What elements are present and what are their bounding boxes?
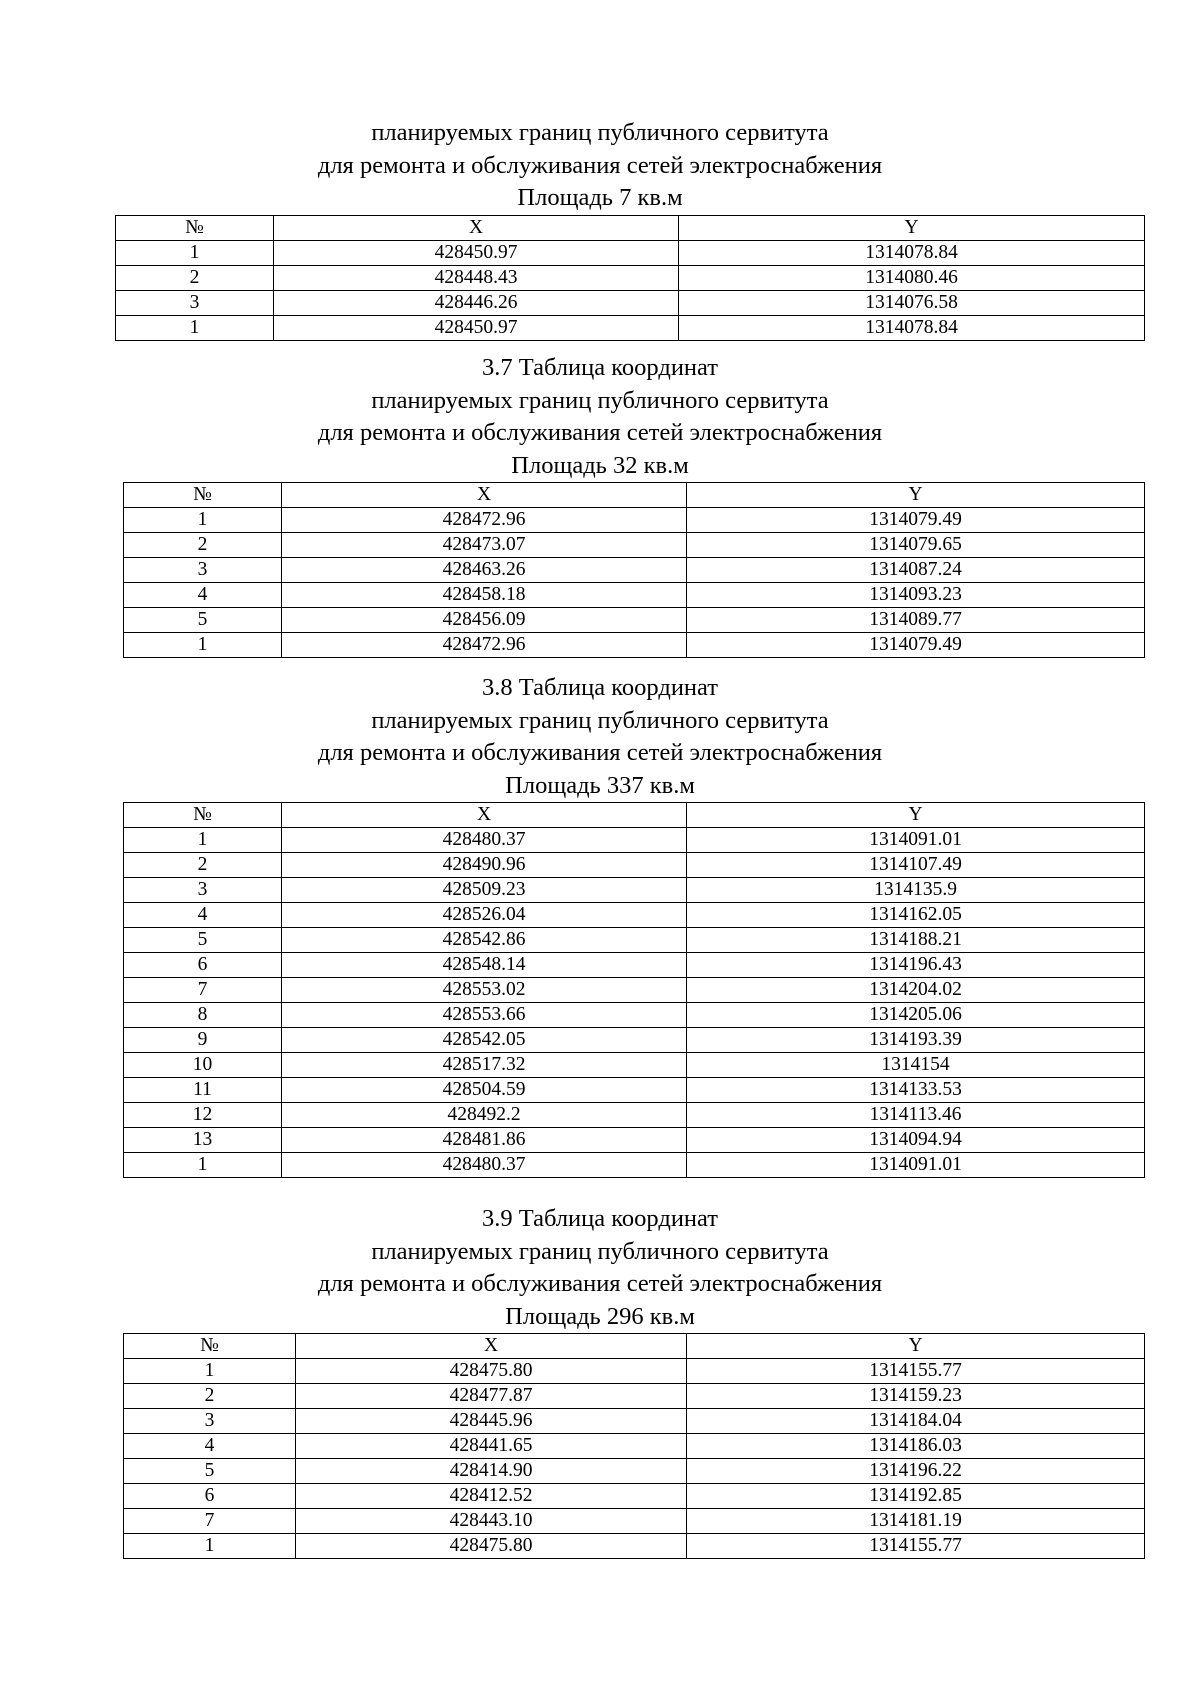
x-coordinate-cell: 428412.52 — [296, 1484, 687, 1509]
section-line: для ремонта и обслуживания сетей электроснабжения — [317, 151, 883, 179]
y-coordinate-cell: 1314135.9 — [687, 878, 1145, 903]
y-coordinate-cell: 1314188.21 — [687, 928, 1145, 953]
y-coordinate-cell: 1314080.46 — [679, 265, 1145, 290]
header-cell-x: X — [274, 215, 679, 240]
x-coordinate-cell: 428463.26 — [282, 558, 687, 583]
point-number-cell: 1 — [124, 1534, 296, 1559]
coord-section-1 — [0, 117, 1200, 341]
section-title: 3.8 Таблица координат — [481, 674, 718, 701]
x-coordinate-cell: 428548.14 — [282, 953, 687, 978]
x-coordinate-cell: 428443.10 — [296, 1509, 687, 1534]
header-cell-number: № — [124, 1334, 296, 1359]
y-coordinate-cell: 1314079.49 — [687, 508, 1145, 533]
header-cell-number: № — [116, 215, 274, 240]
table-row — [124, 1434, 1145, 1459]
header-cell-x: X — [282, 483, 687, 508]
section-area: Площадь 32 кв.м — [511, 451, 689, 479]
table-row — [124, 928, 1145, 953]
point-number-cell: 4 — [124, 1434, 296, 1459]
table-row — [116, 240, 1145, 265]
header-cell-x: X — [296, 1334, 687, 1359]
point-number-cell: 6 — [124, 1484, 296, 1509]
y-coordinate-cell: 1314196.22 — [687, 1459, 1145, 1484]
x-coordinate-cell: 428480.37 — [282, 828, 687, 853]
y-coordinate-cell: 1314091.01 — [687, 1153, 1145, 1178]
y-coordinate-cell: 1314155.77 — [687, 1359, 1145, 1384]
table-row — [124, 633, 1145, 658]
point-number-cell: 2 — [116, 265, 274, 290]
y-coordinate-cell: 1314113.46 — [687, 1103, 1145, 1128]
section-title: 3.9 Таблица координат — [481, 1205, 718, 1232]
table-row — [124, 583, 1145, 608]
point-number-cell: 1 — [124, 633, 282, 658]
table-row — [124, 1359, 1145, 1384]
header-cell-x: X — [282, 803, 687, 828]
point-number-cell: 1 — [124, 508, 282, 533]
y-coordinate-cell: 1314205.06 — [687, 1003, 1145, 1028]
point-number-cell: 6 — [124, 953, 282, 978]
point-number-cell: 1 — [124, 1153, 282, 1178]
section-line: планируемых границ публичного сервитута — [371, 706, 829, 734]
point-number-cell: 1 — [124, 828, 282, 853]
section-line: для ремонта и обслуживания сетей электроснабжения — [317, 1270, 883, 1297]
section-area: Площадь 337 кв.м — [505, 771, 695, 799]
y-coordinate-cell: 1314078.84 — [679, 240, 1145, 265]
x-coordinate-cell: 428472.96 — [282, 633, 687, 658]
y-coordinate-cell: 1314186.03 — [687, 1434, 1145, 1459]
table-header-row — [116, 215, 1145, 240]
x-coordinate-cell: 428509.23 — [282, 878, 687, 903]
coordinates-table — [123, 1333, 1145, 1559]
x-coordinate-cell: 428441.65 — [296, 1434, 687, 1459]
table-row — [124, 608, 1145, 633]
table-row — [124, 1028, 1145, 1053]
table-header-row — [124, 803, 1145, 828]
point-number-cell: 2 — [124, 533, 282, 558]
table-row — [124, 1128, 1145, 1153]
header-cell-y: Y — [687, 483, 1145, 508]
point-number-cell: 9 — [124, 1028, 282, 1053]
x-coordinate-cell: 428450.97 — [274, 240, 679, 265]
x-coordinate-cell: 428445.96 — [296, 1409, 687, 1434]
table-row — [124, 1103, 1145, 1128]
y-coordinate-cell: 1314076.58 — [679, 290, 1145, 315]
table-row — [124, 878, 1145, 903]
point-number-cell: 4 — [124, 903, 282, 928]
y-coordinate-cell: 1314079.65 — [687, 533, 1145, 558]
x-coordinate-cell: 428446.26 — [274, 290, 679, 315]
header-cell-number: № — [124, 483, 282, 508]
point-number-cell: 7 — [124, 978, 282, 1003]
x-coordinate-cell: 428542.05 — [282, 1028, 687, 1053]
section-title: 3.7 Таблица координат — [481, 354, 718, 381]
x-coordinate-cell: 428448.43 — [274, 265, 679, 290]
section-line: планируемых границ публичного сервитута — [371, 119, 829, 146]
table-row — [124, 853, 1145, 878]
header-cell-y: Y — [687, 1334, 1145, 1359]
y-coordinate-cell: 1314162.05 — [687, 903, 1145, 928]
y-coordinate-cell: 1314091.01 — [687, 828, 1145, 853]
x-coordinate-cell: 428481.86 — [282, 1128, 687, 1153]
y-coordinate-cell: 1314087.24 — [687, 558, 1145, 583]
table-row — [124, 1534, 1145, 1559]
x-coordinate-cell: 428490.96 — [282, 853, 687, 878]
table-row — [116, 265, 1145, 290]
table-row — [124, 1409, 1145, 1434]
y-coordinate-cell: 1314193.39 — [687, 1028, 1145, 1053]
y-coordinate-cell: 1314093.23 — [687, 583, 1145, 608]
x-coordinate-cell: 428553.66 — [282, 1003, 687, 1028]
table-row — [124, 1078, 1145, 1103]
y-coordinate-cell: 1314196.43 — [687, 953, 1145, 978]
point-number-cell: 2 — [124, 853, 282, 878]
x-coordinate-cell: 428475.80 — [296, 1359, 687, 1384]
point-number-cell: 2 — [124, 1384, 296, 1409]
table-row — [124, 1484, 1145, 1509]
table-row — [124, 508, 1145, 533]
section-area: Площадь 7 кв.м — [517, 184, 683, 211]
table-row — [124, 953, 1145, 978]
header-cell-y: Y — [687, 803, 1145, 828]
point-number-cell: 5 — [124, 608, 282, 633]
y-coordinate-cell: 1314094.94 — [687, 1128, 1145, 1153]
header-cell-number: № — [124, 803, 282, 828]
header-cell-y: Y — [679, 215, 1145, 240]
point-number-cell: 3 — [124, 1409, 296, 1434]
table-row — [124, 533, 1145, 558]
x-coordinate-cell: 428475.80 — [296, 1534, 687, 1559]
table-row — [116, 315, 1145, 340]
section-line: для ремонта и обслуживания сетей электроснабжения — [317, 419, 883, 446]
section-area: Площадь 296 кв.м — [505, 1302, 695, 1330]
table-row — [124, 978, 1145, 1003]
table-row — [124, 1509, 1145, 1534]
point-number-cell: 3 — [124, 878, 282, 903]
x-coordinate-cell: 428526.04 — [282, 903, 687, 928]
table-header-row — [124, 483, 1145, 508]
y-coordinate-cell: 1314078.84 — [679, 315, 1145, 340]
table-row — [124, 558, 1145, 583]
point-number-cell: 13 — [124, 1128, 282, 1153]
table-row — [124, 903, 1145, 928]
y-coordinate-cell: 1314079.49 — [687, 633, 1145, 658]
point-number-cell: 8 — [124, 1003, 282, 1028]
coordinates-table — [115, 215, 1145, 341]
point-number-cell: 10 — [124, 1053, 282, 1078]
y-coordinate-cell: 1314159.23 — [687, 1384, 1145, 1409]
table-row — [124, 1459, 1145, 1484]
y-coordinate-cell: 1314204.02 — [687, 978, 1145, 1003]
section-line: планируемых границ публичного сервитута — [371, 386, 829, 414]
table-header-row — [124, 1334, 1145, 1359]
point-number-cell: 5 — [124, 928, 282, 953]
point-number-cell: 5 — [124, 1459, 296, 1484]
point-number-cell: 11 — [124, 1078, 282, 1103]
point-number-cell: 1 — [116, 315, 274, 340]
y-coordinate-cell: 1314181.19 — [687, 1509, 1145, 1534]
point-number-cell: 12 — [124, 1103, 282, 1128]
table-row — [124, 828, 1145, 853]
coordinates-table — [123, 802, 1145, 1178]
table-row — [124, 1053, 1145, 1078]
coord-section-4 — [0, 1203, 1200, 1559]
y-coordinate-cell: 1314155.77 — [687, 1534, 1145, 1559]
coord-section-3 — [0, 672, 1200, 1178]
x-coordinate-cell: 428517.32 — [282, 1053, 687, 1078]
table-row — [124, 1153, 1145, 1178]
x-coordinate-cell: 428414.90 — [296, 1459, 687, 1484]
point-number-cell: 1 — [116, 240, 274, 265]
section-line: планируемых границ публичного сервитута — [371, 1237, 829, 1265]
table-row — [124, 1384, 1145, 1409]
x-coordinate-cell: 428480.37 — [282, 1153, 687, 1178]
y-coordinate-cell: 1314107.49 — [687, 853, 1145, 878]
table-row — [116, 290, 1145, 315]
table-row — [124, 1003, 1145, 1028]
y-coordinate-cell: 1314192.85 — [687, 1484, 1145, 1509]
x-coordinate-cell: 428477.87 — [296, 1384, 687, 1409]
y-coordinate-cell: 1314089.77 — [687, 608, 1145, 633]
section-line: для ремонта и обслуживания сетей электроснабжения — [317, 739, 883, 766]
x-coordinate-cell: 428553.02 — [282, 978, 687, 1003]
x-coordinate-cell: 428456.09 — [282, 608, 687, 633]
x-coordinate-cell: 428473.07 — [282, 533, 687, 558]
x-coordinate-cell: 428504.59 — [282, 1078, 687, 1103]
coordinates-table — [123, 482, 1145, 658]
x-coordinate-cell: 428472.96 — [282, 508, 687, 533]
x-coordinate-cell: 428458.18 — [282, 583, 687, 608]
point-number-cell: 4 — [124, 583, 282, 608]
y-coordinate-cell: 1314133.53 — [687, 1078, 1145, 1103]
point-number-cell: 3 — [116, 290, 274, 315]
x-coordinate-cell: 428542.86 — [282, 928, 687, 953]
coord-section-2 — [0, 352, 1200, 658]
x-coordinate-cell: 428450.97 — [274, 315, 679, 340]
y-coordinate-cell: 1314154 — [687, 1053, 1145, 1078]
x-coordinate-cell: 428492.2 — [282, 1103, 687, 1128]
point-number-cell: 3 — [124, 558, 282, 583]
y-coordinate-cell: 1314184.04 — [687, 1409, 1145, 1434]
point-number-cell: 1 — [124, 1359, 296, 1384]
point-number-cell: 7 — [124, 1509, 296, 1534]
